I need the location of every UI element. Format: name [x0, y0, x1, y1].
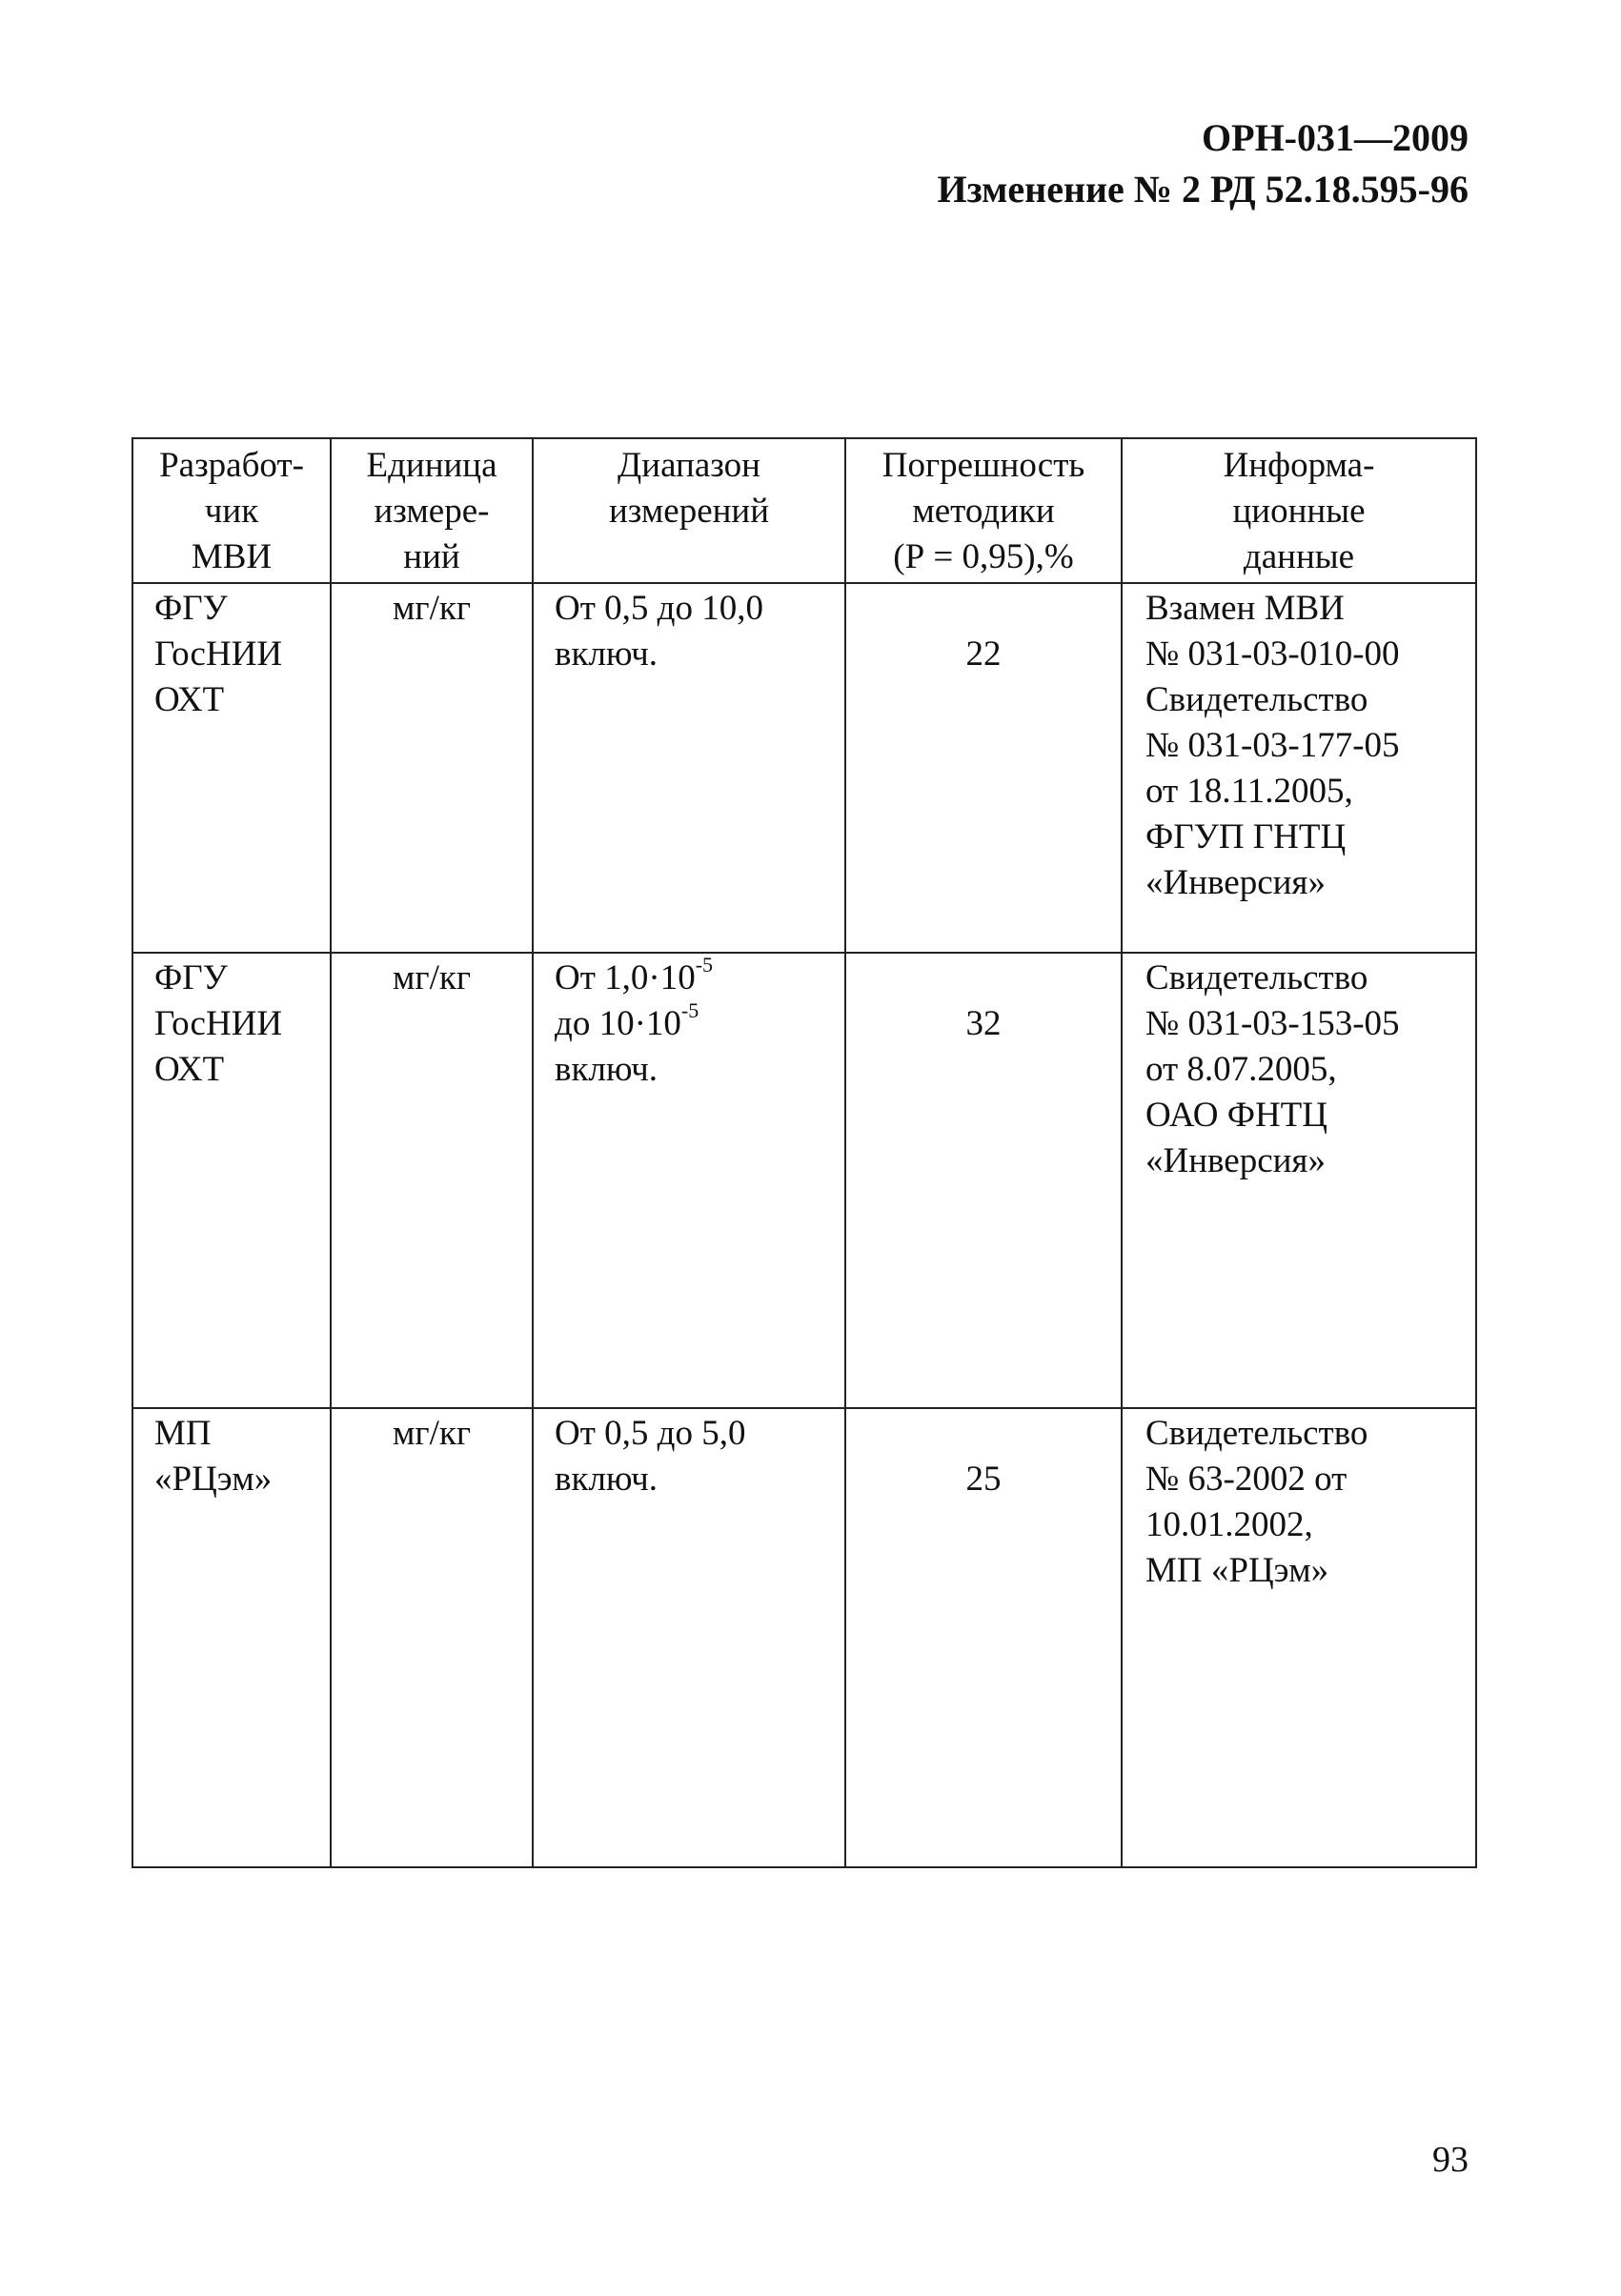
cell-unit: мг/кг: [331, 1408, 533, 1867]
amendment-title: Изменение № 2 РД 52.18.595-96: [937, 168, 1469, 211]
header-unit: Единица измере- ний: [331, 438, 533, 583]
header-info: Информа- ционные данные: [1122, 438, 1476, 583]
document-code: ОРН-031—2009: [1202, 116, 1469, 159]
cell-developer: ФГУ ГосНИИ ОХТ: [132, 583, 331, 953]
range-line: От $1,0\cdot 10^{-5}$: [555, 953, 714, 997]
header-range: Диапазон измерений: [533, 438, 845, 583]
cell-range: От $1,0\cdot 10^{-5}$ до $10\cdot 10^{-5}$ включ.: [533, 953, 845, 1408]
cell-developer: ФГУ ГосНИИ ОХТ: [132, 953, 331, 1408]
methods-table: [132, 437, 1477, 1868]
cell-error: 32: [845, 953, 1122, 1408]
cell-range: От 0,5 до 5,0 включ.: [533, 1408, 845, 1867]
table-header-row: [132, 438, 1476, 583]
cell-info: Свидетельство № 031-03-153-05 от 8.07.2005, ОАО ФНТЦ «Инверсия»: [1122, 953, 1476, 1408]
range-line: до $10\cdot 10^{-5}$: [555, 998, 699, 1043]
table-row: [132, 583, 1476, 953]
cell-error: 25: [845, 1408, 1122, 1867]
cell-info: Взамен МВИ № 031-03-010-00 Свидетельство № 031-03-177-05 от 18.11.2005, ФГУП ГНТЦ «Инверсия»: [1122, 583, 1476, 953]
page-number: 93: [1432, 2140, 1469, 2180]
document-header: [938, 112, 1469, 215]
cell-unit: мг/кг: [331, 583, 533, 953]
cell-range: От 0,5 до 10,0 включ.: [533, 583, 845, 953]
cell-error: 22: [845, 583, 1122, 953]
table-row: [132, 953, 1476, 1408]
header-error: Погрешность методики (Р = 0,95),%: [845, 438, 1122, 583]
cell-unit: мг/кг: [331, 953, 533, 1408]
exponent: -5: [695, 953, 714, 977]
header-developer: Разработ- чик МВИ: [132, 438, 331, 583]
exponent: -5: [680, 998, 699, 1022]
table-row: [132, 1408, 1476, 1867]
cell-developer: МП «РЦэм»: [132, 1408, 331, 1867]
cell-info: Свидетельство № 63-2002 от 10.01.2002, МП «РЦэм»: [1122, 1408, 1476, 1867]
